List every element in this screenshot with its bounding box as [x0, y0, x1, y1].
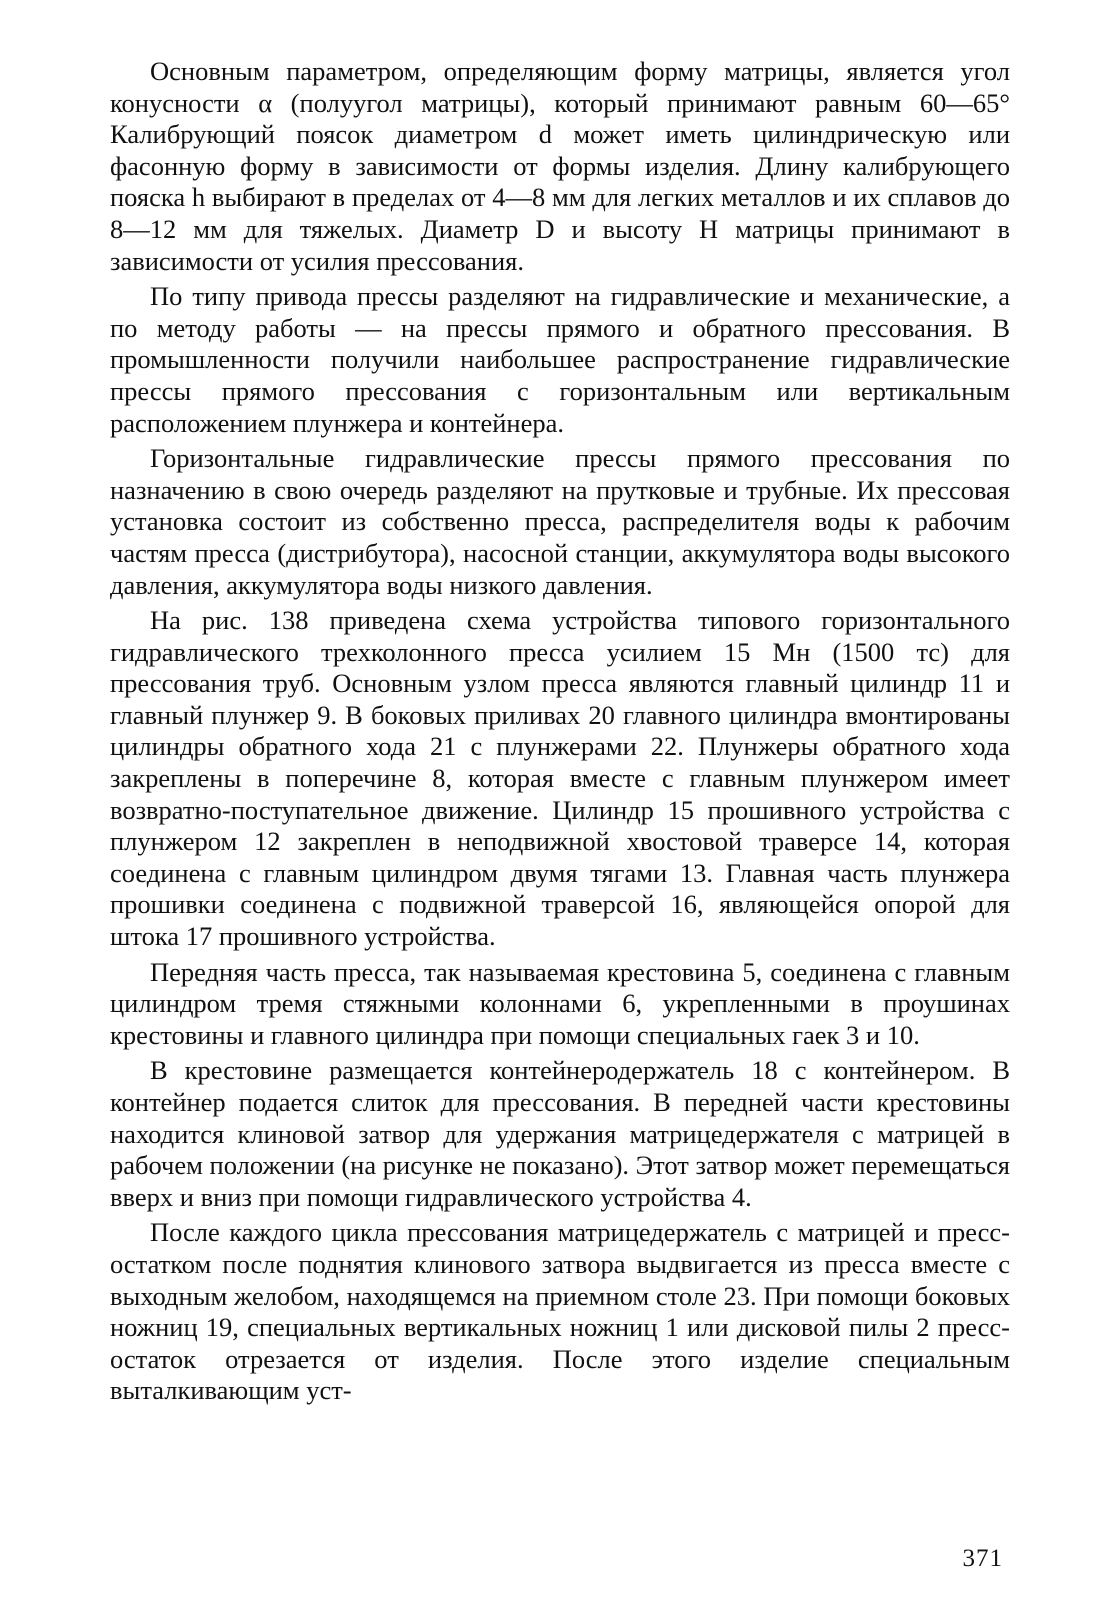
paragraph-horizontal-presses: Горизонтальные гидравлические прессы прямого прессования по назначению в свою очередь разделяют на прутковые и трубные. Их прессовая установка состоит из собственно пресса, распределителя воды к рабочим частям пресса (дистрибутора), насосной станции, аккумулятора воды высокого давления, аккумулятора воды низкого давления.	[110, 443, 1010, 600]
paragraph-front-cross: Передняя часть пресса, так называемая крестовина 5, соединена с главным цилиндром тремя стяжными колоннами 6, укрепленными в проушинах крестовины и главного цилиндра при помощи специальных гаек 3 и 10.	[110, 956, 1010, 1050]
paragraph-container-holder: В крестовине размещается контейнеродержатель 18 с контейнером. В контейнер подается слиток для прессования. В передней части крестовины находится клиновой затвор для удержания матрицедержателя с матрицей в рабочем положении (на рисунке не показано). Этот затвор может перемещаться вверх и вниз при помощи гидравлического устройства 4.	[110, 1055, 1010, 1212]
paragraph-press-types: По типу привода прессы разделяют на гидравлические и механические, а по методу работы — на прессы прямого и обратного прессования. В промышленности получили наибольшее распространение гидравлические прессы прямого прессования с горизонтальным или вертикальным расположением плунжера и контейнера.	[110, 281, 1010, 438]
paragraph-figure-138: На рис. 138 приведена схема устройства типового горизонтального гидравлического трехколонного пресса усилием 15 Мн (1500 тс) для прессования труб. Основным узлом пресса являются главный цилиндр 11 и главный плунжер 9. В боковых приливах 20 главного цилиндра вмонтированы цилиндры обратного хода 21 с плунжерами 22. Плунжеры обратного хода закреплены в поперечине 8, которая вместе с главным плунжером имеет возвратно-поступательное движение. Цилиндр 15 прошивного устройства с плунжером 12 закреплен в неподвижной хвостовой траверсе 14, которая соединена с главным цилиндром двумя тягами 13. Главная часть плунжера прошивки соединена с подвижной траверсой 16, являющейся опорой для штока 17 прошивного устройства.	[110, 605, 1010, 952]
page-number: 371	[962, 1545, 1003, 1572]
paragraph-press-cycle: После каждого цикла прессования матрицедержатель с матрицей и пресс-остатком после поднятия клинового затвора выдвигается из пресса вместе с выходным желобом, находящемся на приемном столе 23. При помощи боковых ножниц 19, специальных вертикальных ножниц 1 или дисковой пилы 2 пресс-остаток отрезается от изделия. После этого изделие специальным выталкивающим уст-	[110, 1217, 1010, 1406]
paragraph-die-parameters: Основным параметром, определяющим форму матрицы, является угол конусности α (полуугол матрицы), который принимают равным 60—65° Калибрующий поясок диаметром d может иметь цилиндрическую или фасонную форму в зависимости от формы изделия. Длину калибрующего пояска h выбирают в пределах от 4—8 мм для легких металлов и их сплавов до 8—12 мм для тяжелых. Диаметр D и высоту H матрицы принимают в зависимости от усилия прессования.	[110, 56, 1010, 276]
page-body	[110, 56, 1010, 1411]
